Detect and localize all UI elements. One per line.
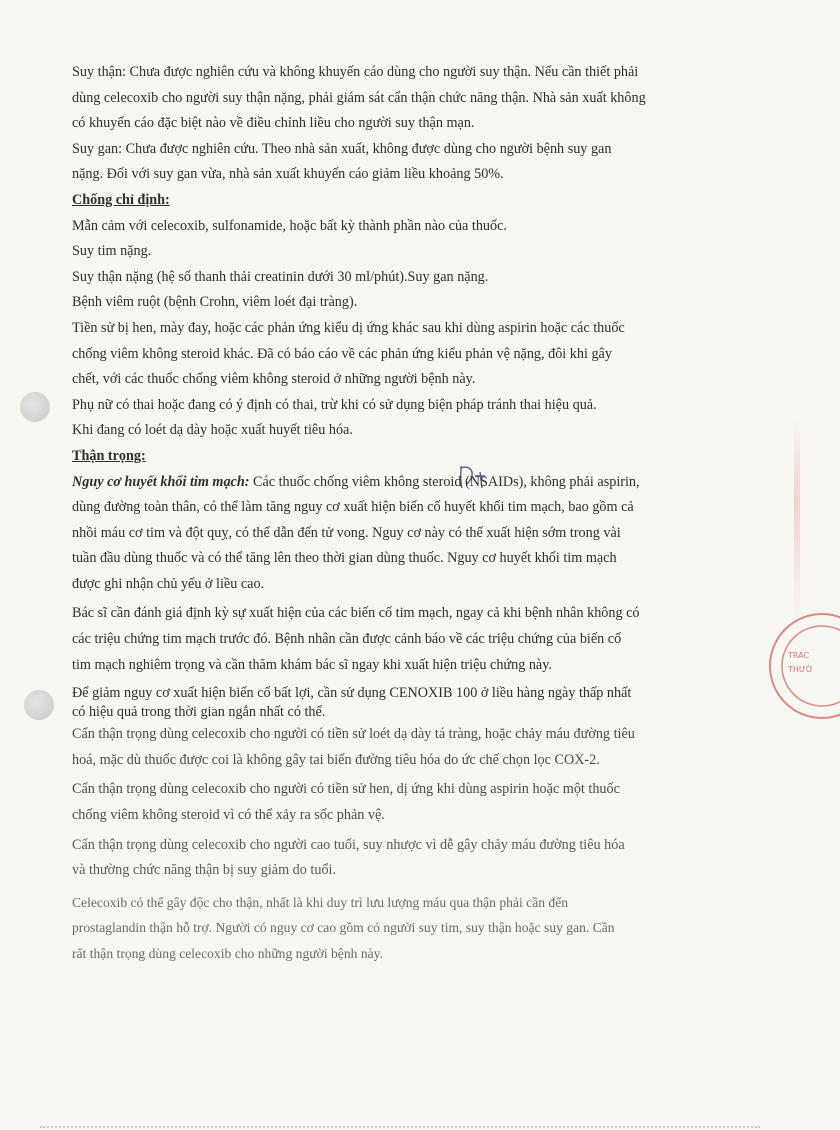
scan-bottom-edge (40, 1122, 760, 1128)
cardiovascular-risk-label: Nguy cơ huyết khối tim mạch: (72, 473, 250, 490)
punch-hole-top (20, 392, 50, 422)
paragraph-suy-gan: Suy gan: Chưa được nghiên cứu. Theo nhà sản xuất, không được dùng cho người bệnh suy gan nặng. Đối với suy gan vừa, nhà sản xuất khuyến cáo giảm liều khoảng 50%. (72, 140, 612, 183)
paragraph-suy-than: Suy thận: Chưa được nghiên cứu và không khuyến cáo dùng cho người suy thận. Nếu cần thiết phải dùng celecoxib cho người suy thận nặng, phải giám sát cẩn thận chức năng thận. Nhà sản xuất không có khuyến cáo đặc biệt nào về điều chỉnh liều cho người suy thận mạn. (72, 64, 646, 132)
paragraph-kidney-toxicity: Celecoxib có thể gây độc cho thận, nhất là khi duy trì lưu lượng máu qua thận phải cần đến prostaglandin thận hỗ trợ. Người có nguy cơ cao gồm có người suy tim, suy thận hoặc suy gan. Cần rất thận trọng dùng celecoxib cho những người bệnh này. (72, 894, 615, 961)
punch-hole-bottom (24, 690, 54, 720)
svg-text:THƯỜ: THƯỜ (788, 665, 814, 674)
main-text (72, 60, 724, 967)
contraindication-item: Bệnh viêm ruột (bệnh Crohn, viêm loét đại tràng). (72, 294, 358, 311)
contraindication-item: Suy tim nặng. (72, 243, 152, 260)
paragraph-asthma: Cẩn thận trọng dùng celecoxib cho người có tiền sử hen, dị ứng khi dùng aspirin hoặc một thuốc chống viêm không steroid vì có thể xảy ra sốc phản vệ. (72, 781, 620, 824)
heading-chong-chi-dinh: Chống chỉ định: (72, 191, 170, 208)
heading-than-trong: Thận trọng: (72, 447, 146, 464)
paragraph-elderly: Cẩn thận trọng dùng celecoxib cho người cao tuổi, suy nhược vì dễ gây chảy máu đường tiêu hóa và thường chức năng thận bị suy giảm do tuổi. (72, 836, 625, 879)
contraindication-item: Phụ nữ có thai hoặc đang có ý định có thai, trừ khi có sử dụng biện pháp tránh thai hiệu quả. (72, 396, 597, 413)
contraindication-item: Mẫn cảm với celecoxib, sulfonamide, hoặc bất kỳ thành phần nào của thuốc. (72, 217, 507, 234)
red-stamp-partial (760, 600, 840, 730)
scan-edge-mark (794, 420, 800, 620)
svg-text:TRÁC: TRÁC (788, 651, 810, 660)
contraindication-item: Khi đang có loét dạ dày hoặc xuất huyết tiêu hóa. (72, 422, 353, 439)
paragraph-dose: Để giảm nguy cơ xuất hiện biến cố bất lợi, cần sử dụng CENOXIB 100 ở liều hàng ngày thấp nhất có hiệu quả trong thời gian ngắn nhất có thể. (72, 685, 632, 721)
paragraph-doctor-assessment: Bác sĩ cần đánh giá định kỳ sự xuất hiện của các biến cố tim mạch, ngay cả khi bệnh nhân không có các triệu chứng tim mạch trước đó. Bệnh nhân cần được cảnh báo về các triệu chứng của biến cố tim mạch nghiêm trọng và cần thăm khám bác sĩ ngay khi xuất hiện triệu chứng này. (72, 605, 640, 673)
paragraph-cardiovascular-risk: Nguy cơ huyết khối tim mạch: Các thuốc chống viêm không steroid (NSAIDs), không phải aspirin, dùng đường toàn thân, có thể làm tăng nguy cơ xuất hiện biến cố huyết khối tim mạch, bao gồm cả nhồi máu cơ tim và đột quỵ, có thể dẫn đến tử vong. Nguy cơ này có thể xuất hiện sớm trong vài tuần đầu dùng thuốc và có thể tăng lên theo thời gian dùng thuốc. Nguy cơ huyết khối tim mạch được ghi nhận chủ yếu ở liều cao. (72, 473, 640, 592)
contraindication-item: Tiền sử bị hen, mày đay, hoặc các phản ứng kiểu dị ứng khác sau khi dùng aspirin hoặc các thuốc chống viêm không steroid khác. Đã có báo cáo về các phản ứng kiểu phản vệ nặng, đôi khi gây chết, với các thuốc chống viêm không steroid ở những người bệnh này. (72, 319, 625, 388)
contraindication-item: Suy thận nặng (hệ số thanh thải creatinin dưới 30 ml/phút).Suy gan nặng. (72, 268, 489, 285)
paragraph-ulcer: Cẩn thận trọng dùng celecoxib cho người có tiền sử loét dạ dày tá tràng, hoặc chảy máu đường tiêu hoá, mặc dù thuốc được coi là không gây tai biến đường tiêu hóa do ức chế chọn lọc COX-2. (72, 726, 635, 768)
